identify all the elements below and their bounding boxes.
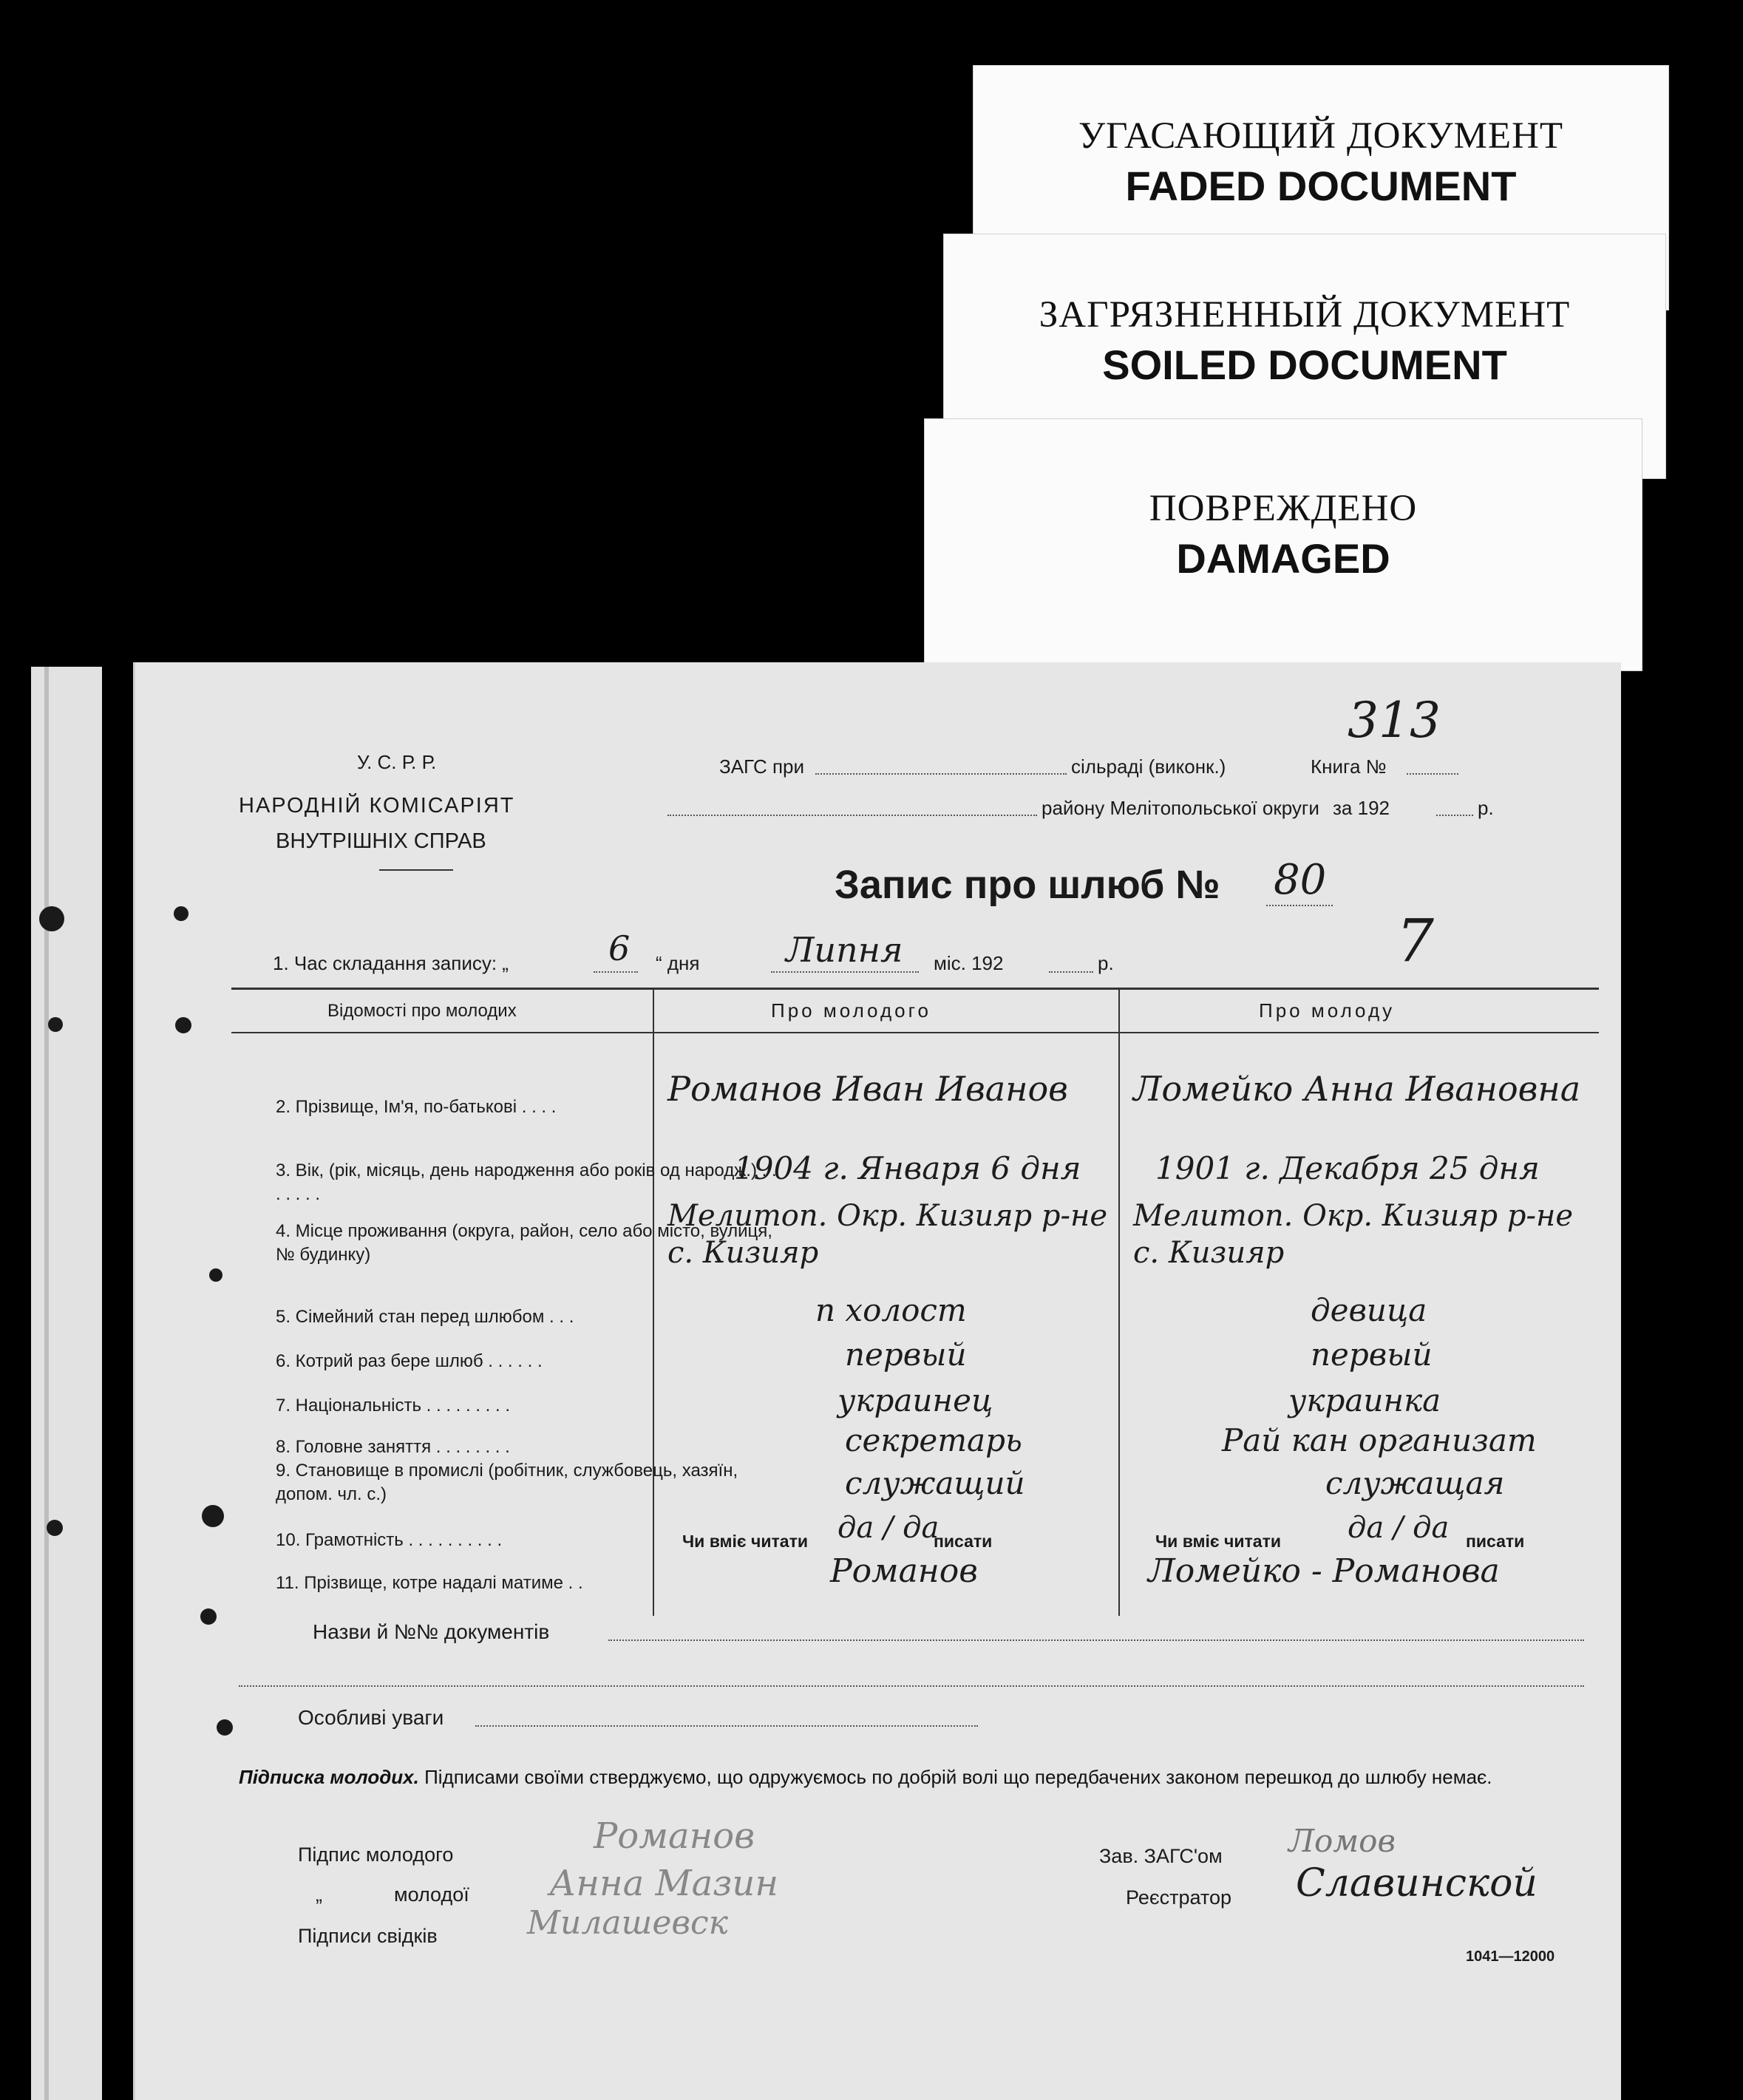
notice-ru-text: ПОВРЕЖДЕНО: [1149, 488, 1418, 529]
binding-strip: [31, 667, 102, 2100]
bride-status: служащая: [1325, 1465, 1505, 1501]
witness-signature: Милашевск: [527, 1904, 728, 1942]
groom-new-surname: Романов: [830, 1552, 978, 1590]
notice-ru-text: ЗАГРЯЗНЕННЫЙ ДОКУМЕНТ: [1039, 294, 1571, 336]
notice-ru-text: УГАСАЮЩИЙ ДОКУМЕНТ: [1078, 115, 1564, 157]
groom-nationality: украинец: [837, 1382, 993, 1418]
zags-head-signature: Ломов: [1288, 1823, 1396, 1859]
ussr-label: У. С. Р. Р.: [357, 751, 437, 773]
bride-signature-label: молодої: [394, 1883, 469, 1906]
punch-hole: [175, 1017, 191, 1033]
bride-times: первый: [1311, 1336, 1433, 1373]
year-label: за 192: [1333, 797, 1390, 819]
row-label-marital: 5. Сімейний стан перед шлюбом . . .: [276, 1307, 574, 1327]
corner-number: 313: [1348, 692, 1441, 749]
col-header-general: Відомості про молодих: [327, 1001, 517, 1021]
day-label: “ дня: [656, 952, 700, 974]
bride-name: Ломейко Анна Ивановна: [1133, 1069, 1581, 1109]
declaration-lead: Підписка молодих.: [239, 1766, 419, 1788]
bride-read-label: Чи вміє читати: [1155, 1532, 1281, 1551]
row-label-literacy: 10. Грамотність . . . . . . . . . .: [276, 1530, 503, 1550]
notice-en-text: FADED DOCUMENT: [1125, 163, 1517, 209]
record-month: Липня: [786, 930, 903, 970]
district-label: району Мелітопольської округи: [1042, 797, 1319, 819]
month-label: міс. 192: [934, 952, 1004, 974]
row-label-age: 3. Вік, (рік, місяць, день народження або років од народж.) . . . . . . .: [276, 1161, 777, 1204]
groom-residence: Мелитоп. Окр. Кизияр р-не с. Кизияр: [667, 1199, 1108, 1270]
row-label-nationality: 7. Національність . . . . . . . . .: [276, 1396, 511, 1416]
zags-head-label: Зав. ЗАГС'ом: [1099, 1845, 1223, 1867]
groom-signature: Романов: [594, 1815, 755, 1857]
record-title: Запис про шлюб №: [835, 863, 1220, 907]
punch-hole: [202, 1505, 224, 1527]
damaged-notice: [924, 418, 1642, 671]
groom-occupation: секретарь: [845, 1422, 1022, 1458]
year-suffix: р.: [1478, 797, 1494, 819]
punch-hole: [217, 1719, 233, 1736]
punch-hole: [200, 1608, 217, 1625]
record-year-digit: 7: [1396, 906, 1434, 975]
internal-affairs-label: ВНУТРІШНІХ СПРАВ: [276, 829, 486, 853]
col-header-groom: Про молодого: [771, 999, 931, 1022]
bride-nationality: украинка: [1288, 1382, 1441, 1418]
witnesses-label: Підписи свідків: [298, 1925, 438, 1947]
punch-hole: [174, 906, 188, 921]
groom-name: Романов Иван Иванов: [667, 1069, 1068, 1109]
record-day: 6: [608, 928, 631, 968]
record-number: 80: [1274, 856, 1327, 904]
time-label: 1. Час складання запису: „: [273, 952, 509, 974]
groom-status: служащий: [845, 1465, 1025, 1501]
marriage-record-form: [133, 662, 1621, 2100]
bride-signature-prefix: „: [316, 1883, 322, 1906]
row-label-name: 2. Прізвище, Ім'я, по-батькові . . . .: [276, 1097, 557, 1117]
bride-occupation: Рай кан организат: [1222, 1422, 1537, 1458]
punch-hole: [47, 1520, 63, 1536]
registrar-signature: Славинской: [1296, 1861, 1538, 1906]
zags-suffix: сільраді (виконк.): [1071, 755, 1226, 778]
bride-signature: Анна Мазин: [549, 1863, 778, 1904]
groom-read-label: Чи вміє читати: [682, 1532, 808, 1551]
zags-prefix: ЗАГС при: [719, 755, 805, 778]
punch-hole: [48, 1017, 63, 1032]
bride-birth: 1901 г. Декабря 25 дня: [1155, 1150, 1540, 1186]
registrar-label: Реєстратор: [1126, 1886, 1232, 1909]
bride-literacy: да / да: [1348, 1511, 1450, 1545]
notice-en-text: DAMAGED: [1176, 535, 1390, 582]
bride-new-surname: Ломейко - Романова: [1148, 1552, 1500, 1590]
groom-birth: 1904 г. Января 6 дня: [734, 1150, 1081, 1186]
row-label-status: 9. Становище в промислі (робітник, службовець, хазяїн, допом. чл. с.): [276, 1461, 738, 1504]
print-code: 1041—12000: [1466, 1948, 1555, 1965]
declaration-text: Підписами своїми стверджуємо, що одружуємось по добрій волі що передбачених законом перешкод до шлюбу немає.: [424, 1766, 1492, 1788]
groom-times: первый: [845, 1336, 967, 1373]
declaration-paragraph: [239, 1762, 1591, 1792]
bride-marital: девица: [1311, 1292, 1427, 1328]
documents-label: Назви й №№ документів: [313, 1620, 550, 1643]
groom-signature-label: Підпис молодого: [298, 1844, 454, 1866]
groom-write-label: писати: [934, 1532, 993, 1551]
punch-hole: [39, 906, 64, 931]
row-label-surname: 11. Прізвище, котре надалі матиме . .: [276, 1573, 583, 1593]
commissariat-label: НАРОДНІЙ КОМІСАРІЯТ: [239, 794, 515, 818]
year-suffix-row: р.: [1098, 952, 1114, 974]
notice-en-text: SOILED DOCUMENT: [1102, 341, 1507, 388]
bride-residence: Мелитоп. Окр. Кизияр р-не с. Кизияр: [1133, 1199, 1574, 1270]
row-label-residence: 4. Місце проживання (округа, район, село або місто, вулиця, № будинку): [276, 1221, 772, 1265]
punch-hole: [209, 1268, 222, 1282]
row-label-occupation: 8. Головне заняття . . . . . . . .: [276, 1437, 510, 1457]
row-label-times: 6. Котрий раз бере шлюб . . . . . .: [276, 1351, 543, 1371]
book-label: Книга №: [1311, 755, 1387, 778]
groom-literacy: да / да: [837, 1511, 940, 1545]
notes-label: Особливі уваги: [298, 1706, 444, 1729]
bride-write-label: писати: [1466, 1532, 1525, 1551]
col-header-bride: Про молоду: [1259, 999, 1396, 1022]
groom-marital: п холост: [815, 1292, 967, 1328]
